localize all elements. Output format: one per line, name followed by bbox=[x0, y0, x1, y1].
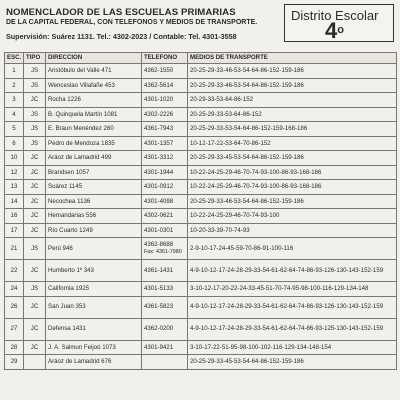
cell-telefono: 4362-5614 bbox=[142, 78, 188, 93]
cell-telefono bbox=[142, 355, 188, 370]
cell-direccion: Pedro de Mendoza 1835 bbox=[46, 136, 142, 151]
supervision-info: Supervisión: Suárez 1131. Tel.: 4302-2023 / Contable: Tel. 4301-3558 bbox=[6, 32, 237, 41]
cell-esc: 3 bbox=[5, 93, 24, 108]
phone-number: 4362-8688 bbox=[144, 241, 174, 249]
cell-tipo: JC bbox=[24, 260, 46, 282]
cell-telefono: 4362-0200 bbox=[142, 318, 188, 340]
table-row bbox=[5, 107, 397, 122]
cell-direccion: Brandsen 1057 bbox=[46, 165, 142, 180]
table-row bbox=[5, 340, 397, 355]
cell-telefono: 4302-2226 bbox=[142, 107, 188, 122]
cell-esc: 4 bbox=[5, 107, 24, 122]
cell-direccion: B. Quinquela Martín 1081 bbox=[46, 107, 142, 122]
cell-telefono: 4301-5133 bbox=[142, 282, 188, 297]
table-row bbox=[5, 151, 397, 166]
cell-medios: 10-22-24-25-29-46-70-74-93-100-86-93-168-186 bbox=[188, 165, 397, 180]
cell-esc: 26 bbox=[5, 296, 24, 318]
cell-esc: 21 bbox=[5, 238, 24, 260]
table-row bbox=[5, 238, 397, 260]
cell-medios: 10-12-17-22-53-64-70-86-152 bbox=[188, 136, 397, 151]
cell-tipo: JS bbox=[24, 282, 46, 297]
cell-tipo: JS bbox=[24, 107, 46, 122]
cell-medios: 10-22-24-25-29-46-70-74-93-100-86-93-168-186 bbox=[188, 180, 397, 195]
cell-tipo: JS bbox=[24, 64, 46, 79]
cell-medios: 10-22-24-25-29-46-70-74-93-100 bbox=[188, 209, 397, 224]
cell-medios: 20-25-29-33-46-53-54-64-86-152-159-186 bbox=[188, 78, 397, 93]
cell-tipo: JS bbox=[24, 238, 46, 260]
cell-esc: 13 bbox=[5, 180, 24, 195]
table-row bbox=[5, 355, 397, 370]
cell-direccion: Hemandarias 556 bbox=[46, 209, 142, 224]
district-number: 4$^o$ bbox=[325, 18, 344, 43]
table-body bbox=[5, 64, 397, 370]
table-row bbox=[5, 136, 397, 151]
table-row bbox=[5, 194, 397, 209]
cell-tipo: JC bbox=[24, 93, 46, 108]
table-row bbox=[5, 296, 397, 318]
cell-direccion: San Juan 353 bbox=[46, 296, 142, 318]
table-row bbox=[5, 223, 397, 238]
cell-medios: 20-29-33-53-64-86-152 bbox=[188, 93, 397, 108]
cell-telefono: 4301-1357 bbox=[142, 136, 188, 151]
cell-esc: 2 bbox=[5, 78, 24, 93]
cell-medios: 20-25-29-33-53-64-86-152 bbox=[188, 107, 397, 122]
cell-telefono: 4301-0912 bbox=[142, 180, 188, 195]
cell-medios: 20-25-29-33-45-53-54-64-86-152-159-186 bbox=[188, 355, 397, 370]
table-row bbox=[5, 180, 397, 195]
cell-tipo: JC bbox=[24, 165, 46, 180]
cell-tipo: JC bbox=[24, 209, 46, 224]
cell-direccion: Necochea 1136 bbox=[46, 194, 142, 209]
cell-direccion: Defensa 1431 bbox=[46, 318, 142, 340]
cell-telefono: 4301-1020 bbox=[142, 93, 188, 108]
cell-esc: 14 bbox=[5, 194, 24, 209]
cell-telefono: 4301-9421 bbox=[142, 340, 188, 355]
cell-direccion: E. Braun Menéndez 260 bbox=[46, 122, 142, 137]
cell-telefono: 4361-7943 bbox=[142, 122, 188, 137]
cell-direccion: California 1925 bbox=[46, 282, 142, 297]
cell-esc: 24 bbox=[5, 282, 24, 297]
table-row bbox=[5, 165, 397, 180]
table-row bbox=[5, 78, 397, 93]
cell-medios: 20-25-29-33-46-53-54-64-86-152-159-186 bbox=[188, 194, 397, 209]
cell-direccion: Rocha 1226 bbox=[46, 93, 142, 108]
cell-direccion: Suárez 1145 bbox=[46, 180, 142, 195]
cell-telefono: 4361-1431 bbox=[142, 260, 188, 282]
table-row bbox=[5, 93, 397, 108]
cell-tipo: JC bbox=[24, 296, 46, 318]
table-row bbox=[5, 318, 397, 340]
cell-tipo: JS bbox=[24, 122, 46, 137]
cell-esc: 27 bbox=[5, 318, 24, 340]
cell-esc: 6 bbox=[5, 136, 24, 151]
table-row bbox=[5, 64, 397, 79]
cell-esc: 29 bbox=[5, 355, 24, 370]
cell-esc: 10 bbox=[5, 151, 24, 166]
cell-telefono: 4301-3312 bbox=[142, 151, 188, 166]
cell-telefono bbox=[142, 238, 188, 260]
cell-tipo: JC bbox=[24, 194, 46, 209]
cell-telefono: 4301-1944 bbox=[142, 165, 188, 180]
table-row bbox=[5, 260, 397, 282]
cell-telefono: 4361-5823 bbox=[142, 296, 188, 318]
cell-esc: 16 bbox=[5, 209, 24, 224]
col-header-esc: ESC. bbox=[5, 53, 24, 64]
cell-direccion: J. A. Salmun Feijoó 1073 bbox=[46, 340, 142, 355]
cell-tipo bbox=[24, 355, 46, 370]
cell-medios: 4-9-10-12-17-24-28-29-33-54-61-62-64-74-86-93-126-130-143-152-159 bbox=[188, 260, 397, 282]
cell-telefono: 4301-4098 bbox=[142, 194, 188, 209]
cell-medios: 3-10-17-22-51-95-98-100-102-116-129-134-148-154 bbox=[188, 340, 397, 355]
cell-esc: 12 bbox=[5, 165, 24, 180]
cell-telefono: 4301-0301 bbox=[142, 223, 188, 238]
cell-direccion: Wenceslao Villafañe 453 bbox=[46, 78, 142, 93]
district-box bbox=[284, 4, 394, 42]
cell-medios: 2-9-10-17-24-45-59-70-86-91-100-116 bbox=[188, 238, 397, 260]
cell-direccion: Perú 946 bbox=[46, 238, 142, 260]
cell-medios: 3-10-12-17-20-22-24-33-45-51-70-74-95-98-100-116-129-134-148 bbox=[188, 282, 397, 297]
cell-direccion: Aráoz de Lamadrid 499 bbox=[46, 151, 142, 166]
schools-table bbox=[4, 52, 397, 370]
cell-medios: 20-25-29-33-53-54-64-86-152-159-168-186 bbox=[188, 122, 397, 137]
cell-tipo: JC bbox=[24, 318, 46, 340]
cell-telefono: 4362-1550 bbox=[142, 64, 188, 79]
cell-direccion: Aráoz de Lamadrid 676 bbox=[46, 355, 142, 370]
cell-tipo: JC bbox=[24, 151, 46, 166]
cell-direccion: Humberto 1º 343 bbox=[46, 260, 142, 282]
cell-direccion: Aristóbulo del Valle 471 bbox=[46, 64, 142, 79]
fax-number: Fax: 4361-7980 bbox=[144, 248, 182, 255]
cell-esc: 17 bbox=[5, 223, 24, 238]
cell-medios: 20-25-29-33-45-53-54-64-86-152-159-186 bbox=[188, 151, 397, 166]
cell-tipo: JS bbox=[24, 78, 46, 93]
cell-direccion: Río Cuarto 1249 bbox=[46, 223, 142, 238]
document-title: NOMENCLADOR DE LAS ESCUELAS PRIMARIAS bbox=[6, 7, 236, 18]
table-row bbox=[5, 282, 397, 297]
col-header-tipo: TIPO bbox=[24, 53, 46, 64]
cell-esc: 5 bbox=[5, 122, 24, 137]
cell-tipo: JC bbox=[24, 180, 46, 195]
cell-telefono: 4302-0621 bbox=[142, 209, 188, 224]
col-header-direccion: DIRECCION bbox=[46, 53, 142, 64]
document-subtitle: DE LA CAPITAL FEDERAL, CON TELEFONOS Y MEDIOS DE TRANSPORTE. bbox=[6, 19, 258, 26]
schools-table-wrap bbox=[4, 52, 396, 370]
district-label: Distrito Escolar bbox=[291, 8, 379, 23]
cell-tipo: JC bbox=[24, 223, 46, 238]
cell-tipo: JS bbox=[24, 136, 46, 151]
cell-esc: 1 bbox=[5, 64, 24, 79]
table-row bbox=[5, 209, 397, 224]
col-header-medios: MEDIOS DE TRANSPORTE bbox=[188, 53, 397, 64]
table-row bbox=[5, 122, 397, 137]
cell-esc: 22 bbox=[5, 260, 24, 282]
cell-medios: 4-9-10-12-17-24-28-29-33-54-61-62-64-74-86-93-125-130-143-152-159 bbox=[188, 318, 397, 340]
cell-medios: 10-20-33-39-70-74-93 bbox=[188, 223, 397, 238]
cell-tipo: JC bbox=[24, 340, 46, 355]
cell-esc: 28 bbox=[5, 340, 24, 355]
table-header-row bbox=[5, 53, 397, 64]
col-header-telefono: TELEFONO bbox=[142, 53, 188, 64]
cell-medios: 20-25-29-33-46-53-54-64-86-152-159-186 bbox=[188, 64, 397, 79]
cell-medios: 4-9-10-12-17-24-28-29-33-54-61-62-64-74-86-93-126-130-143-152-159 bbox=[188, 296, 397, 318]
